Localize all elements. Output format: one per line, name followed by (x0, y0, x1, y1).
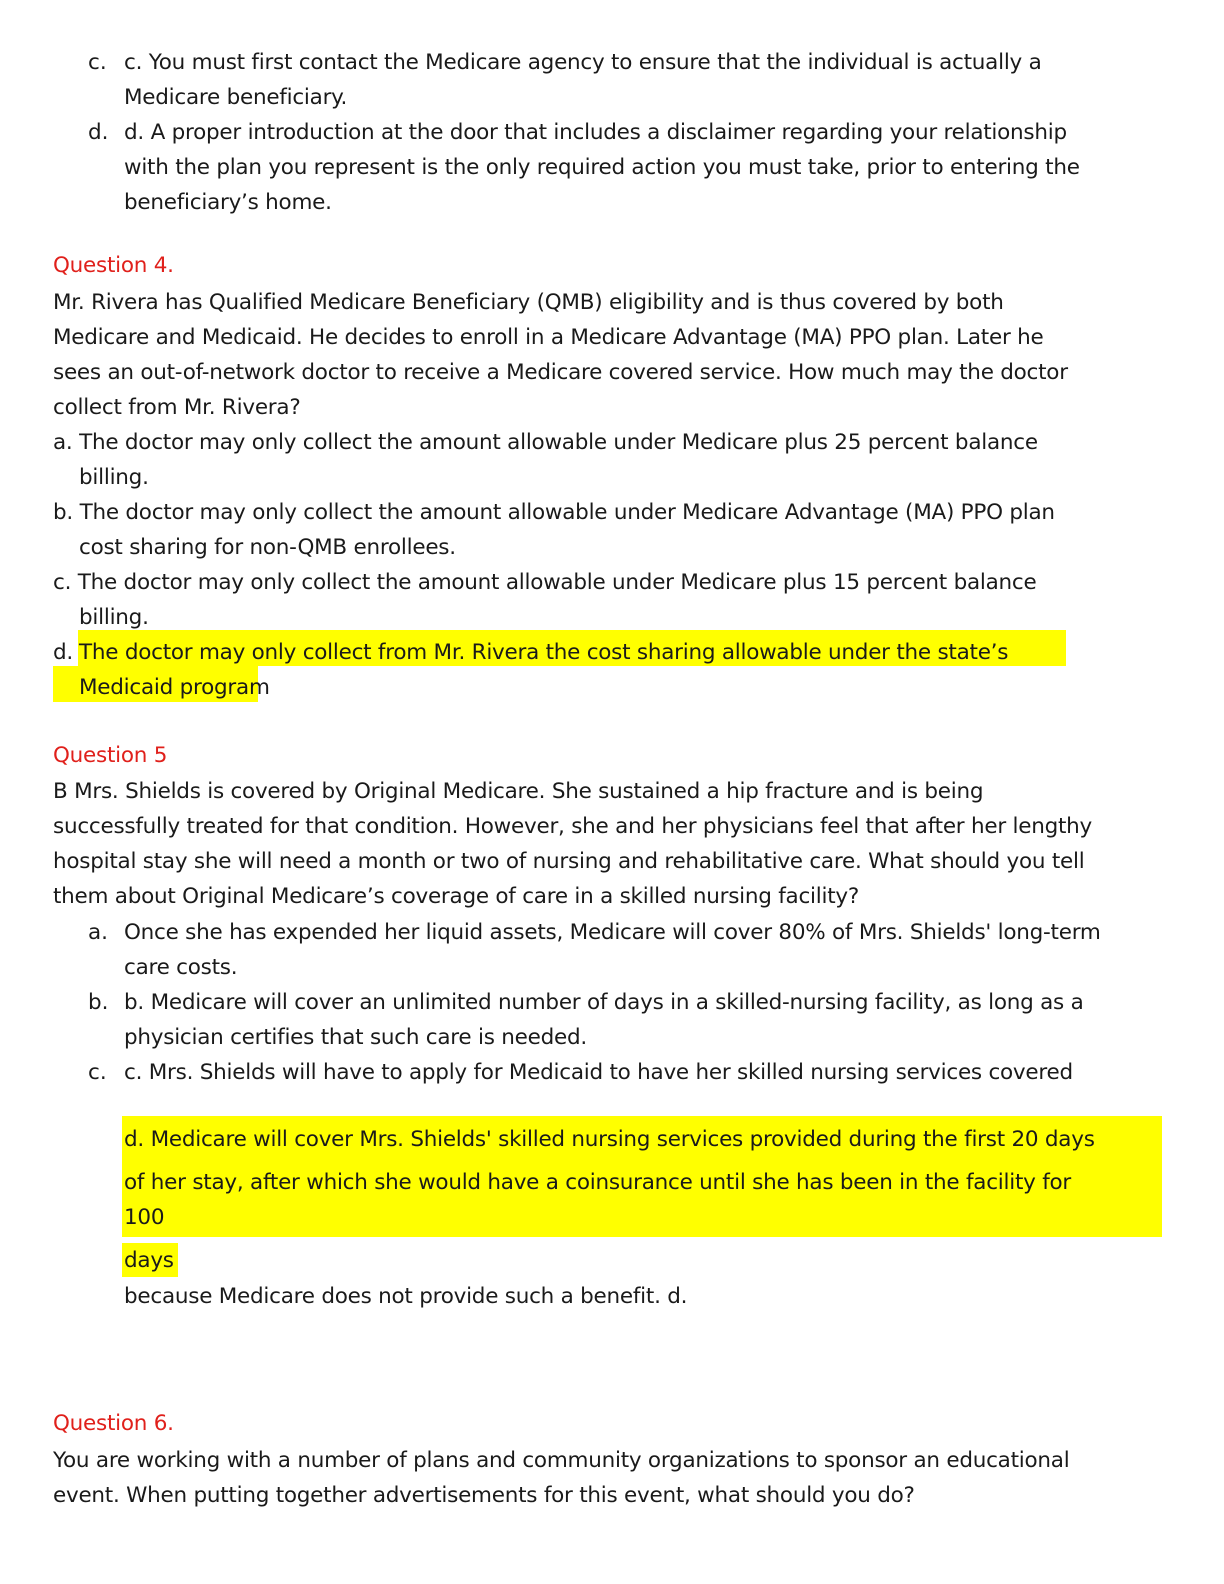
q5-option-b-line2: physician certifies that such care is needed. (124, 1025, 587, 1050)
q4-option-b-line2: cost sharing for non-QMB enrollees. (79, 535, 456, 560)
q4-stem-line3: sees an out-of-network doctor to receive a Medicare covered service. How much may the doctor (53, 360, 1068, 385)
q5-option-d-line3: 100 (124, 1205, 165, 1230)
q5-stem-line1: B Mrs. Shields is covered by Original Medicare. She sustained a hip fracture and is being (53, 779, 984, 804)
q5-stem-line2: successfully treated for that condition. However, she and her physicians feel that after her lengthy (53, 814, 1093, 839)
q5-option-d-line1: d. Medicare will cover Mrs. Shields' skilled nursing services provided during the first 20 days (124, 1127, 1095, 1152)
q3-option-c-marker: c. (88, 50, 107, 75)
q4-option-a-line1: a. The doctor may only collect the amount allowable under Medicare plus 25 percent balance (53, 430, 1038, 455)
q4-option-d-line2-highlighted: Medicaid progra (79, 675, 249, 700)
q3-option-d-line2: with the plan you represent is the only required action you must take, prior to entering the (124, 155, 1080, 180)
q4-option-d-prefix: d. (53, 640, 73, 665)
q5-option-d-line2: of her stay, after which she would have a coinsurance until she has been in the facility for (124, 1170, 1072, 1195)
q5-option-d-line4: days (124, 1248, 174, 1273)
q4-option-c-line2: billing. (79, 605, 149, 630)
q4-stem-line4: collect from Mr. Rivera? (53, 395, 301, 420)
q5-option-a-line2: care costs. (124, 955, 238, 980)
q3-option-c-line1: c. You must first contact the Medicare agency to ensure that the individual is actually a (124, 50, 1042, 75)
q5-heading: Question 5 (53, 743, 168, 768)
q3-option-d-line3: beneficiary’s home. (124, 190, 332, 215)
q4-option-d-line2-rest: m (248, 675, 270, 700)
q4-heading: Question 4. (53, 253, 174, 278)
q5-option-a-line1: Once she has expended her liquid assets, Medicare will cover 80% of Mrs. Shields' long-term (124, 920, 1101, 945)
q5-trailing-line: because Medicare does not provide such a benefit. d. (124, 1284, 688, 1309)
q3-option-d-line1: d. A proper introduction at the door that includes a disclaimer regarding your relationship (124, 120, 1067, 145)
q6-stem-line2: event. When putting together advertisements for this event, what should you do? (53, 1483, 915, 1508)
q6-stem-line1: You are working with a number of plans and community organizations to sponsor an educational (53, 1448, 1070, 1473)
q3-option-d-marker: d. (88, 120, 109, 145)
q4-stem-line1: Mr. Rivera has Qualified Medicare Beneficiary (QMB) eligibility and is thus covered by both (53, 290, 1004, 315)
q5-option-a-marker: a. (88, 920, 109, 945)
q6-heading: Question 6. (53, 1411, 174, 1436)
q4-option-c-line1: c. The doctor may only collect the amount allowable under Medicare plus 15 percent balance (53, 570, 1037, 595)
q4-option-b-line1: b. The doctor may only collect the amount allowable under Medicare Advantage (MA) PPO plan (53, 500, 1055, 525)
q5-stem-line4: them about Original Medicare’s coverage of care in a skilled nursing facility? (53, 884, 860, 909)
q4-stem-line2: Medicare and Medicaid. He decides to enroll in a Medicare Advantage (MA) PPO plan. Later he (53, 325, 1044, 350)
q5-option-c-marker: c. (88, 1060, 107, 1085)
q4-option-d-line1: The doctor may only collect from Mr. Rivera the cost sharing allowable under the state’s (79, 640, 1009, 665)
q5-option-c-line1: c. Mrs. Shields will have to apply for Medicaid to have her skilled nursing services covered (124, 1060, 1073, 1085)
q3-option-c-line2: Medicare beneficiary. (124, 85, 348, 110)
q5-stem-line3: hospital stay she will need a month or two of nursing and rehabilitative care. What should you tell (53, 849, 1085, 874)
q4-option-d-line2 (79, 670, 270, 705)
q4-option-a-line2: billing. (79, 465, 149, 490)
q5-option-b-line1: b. Medicare will cover an unlimited number of days in a skilled-nursing facility, as long as a (124, 990, 1084, 1015)
q5-option-b-marker: b. (88, 990, 109, 1015)
